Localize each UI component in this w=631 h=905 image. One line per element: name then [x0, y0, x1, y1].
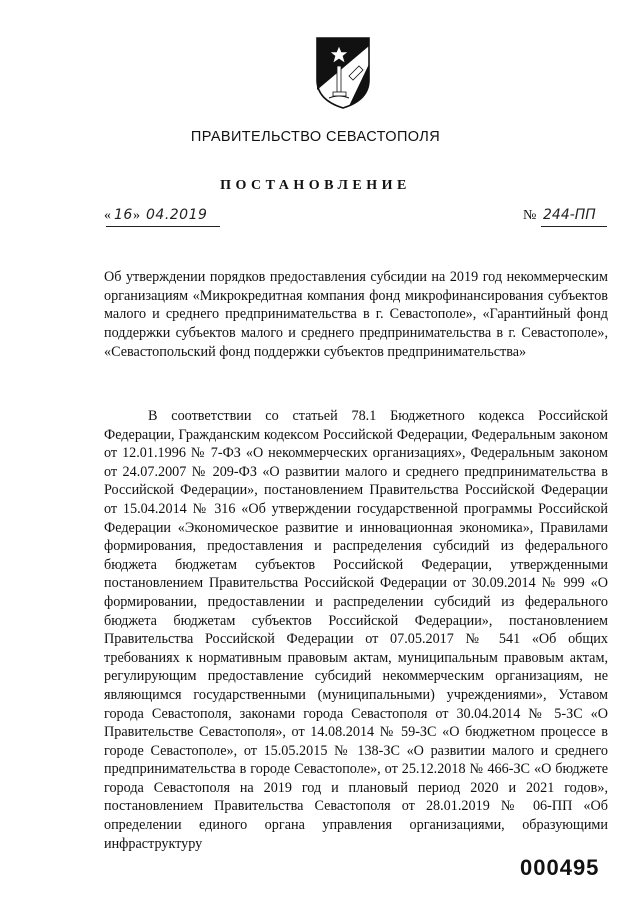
date-underline — [106, 226, 220, 227]
document-type-title: ПОСТАНОВЛЕНИЕ — [220, 178, 411, 193]
number-value: 244-ПП — [543, 207, 596, 223]
number-underline — [541, 226, 607, 227]
document-subject: Об утверждении порядков предоставления субсидии на 2019 год некоммерческим организациям «Микрокредитная компания фонд микрофинансирования субъектов малого и среднего предпринимательства в г. Севастополе», «Гарантийный фонд поддержки субъектов малого и среднего предпринимательства в г. Севастополе», «Севастопольский фонд поддержки субъектов предпринимательства» — [104, 269, 608, 360]
document-date — [104, 208, 220, 230]
date-open-quote: « — [104, 208, 111, 223]
body-paragraph: В соответствии со статьей 78.1 Бюджетного кодекса Российской Федерации, Гражданским кодексом Российской Федерации, Федеральным законом от 12.01.1996 № 7-ФЗ «О некоммерческих организациях», Федеральным законом от 24.07.2007 № 209-ФЗ «О развитии малого и среднего предпринимательства в Российской Федерации», постановлением Правительства Российской Федерации от 15.04.2014 № 316 «Об утверждении государственной программы Российской Федерации «Экономическое развитие и инновационная экономика», Правилами формирования, предоставления и распределения субсидий из федерального бюджета бюджетам субъектов Российской Федерации, утвержденными постановлением Правительства Российской Федерации от 30.09.2014 № 999 «О формировании, предоставлении и распределении субсидий из федерального бюджета бюджетам субъектов Российской Федерации», постановлением Правительства Российской Федерации от 07.05.2017 № 541 «Об общих требованиях к нормативным правовым актам, муниципальным правовым актам, регулирующим предоставление субсидий некоммерческим организациям, не являющимся государственными (муниципальными) учреждениями», Уставом города Севастополя, законами города Севастополя от 30.04.2014 № 5-ЗС «О Правительстве Севастополя», от 14.08.2014 № 59-ЗС «О бюджетном процессе в городе Севастополе», от 15.05.2015 № 138-ЗС «О развитии малого и среднего предпринимательства в городе Севастополе», от 25.12.2018 № 466-ЗС «О бюджете города Севастополя на 2019 год и плановый период 2020 и 2021 годов», постановлением Правительства Севастополя от 28.01.2019 № 06-ПП «Об определении единого органа управления организациями, образующими инфраструктуру — [104, 408, 608, 852]
organization-name: ПРАВИТЕЛЬСТВО СЕВАСТОПОЛЯ — [190, 129, 441, 145]
sevastopol-coat-of-arms-icon — [315, 36, 371, 110]
date-month-year: 04.2019 — [146, 207, 208, 223]
number-sign: № — [523, 208, 537, 223]
serial-number-stamp: 000495 — [520, 855, 600, 880]
date-close-quote: » — [133, 208, 140, 223]
document-number — [523, 208, 607, 230]
date-day: 16 — [114, 207, 133, 223]
